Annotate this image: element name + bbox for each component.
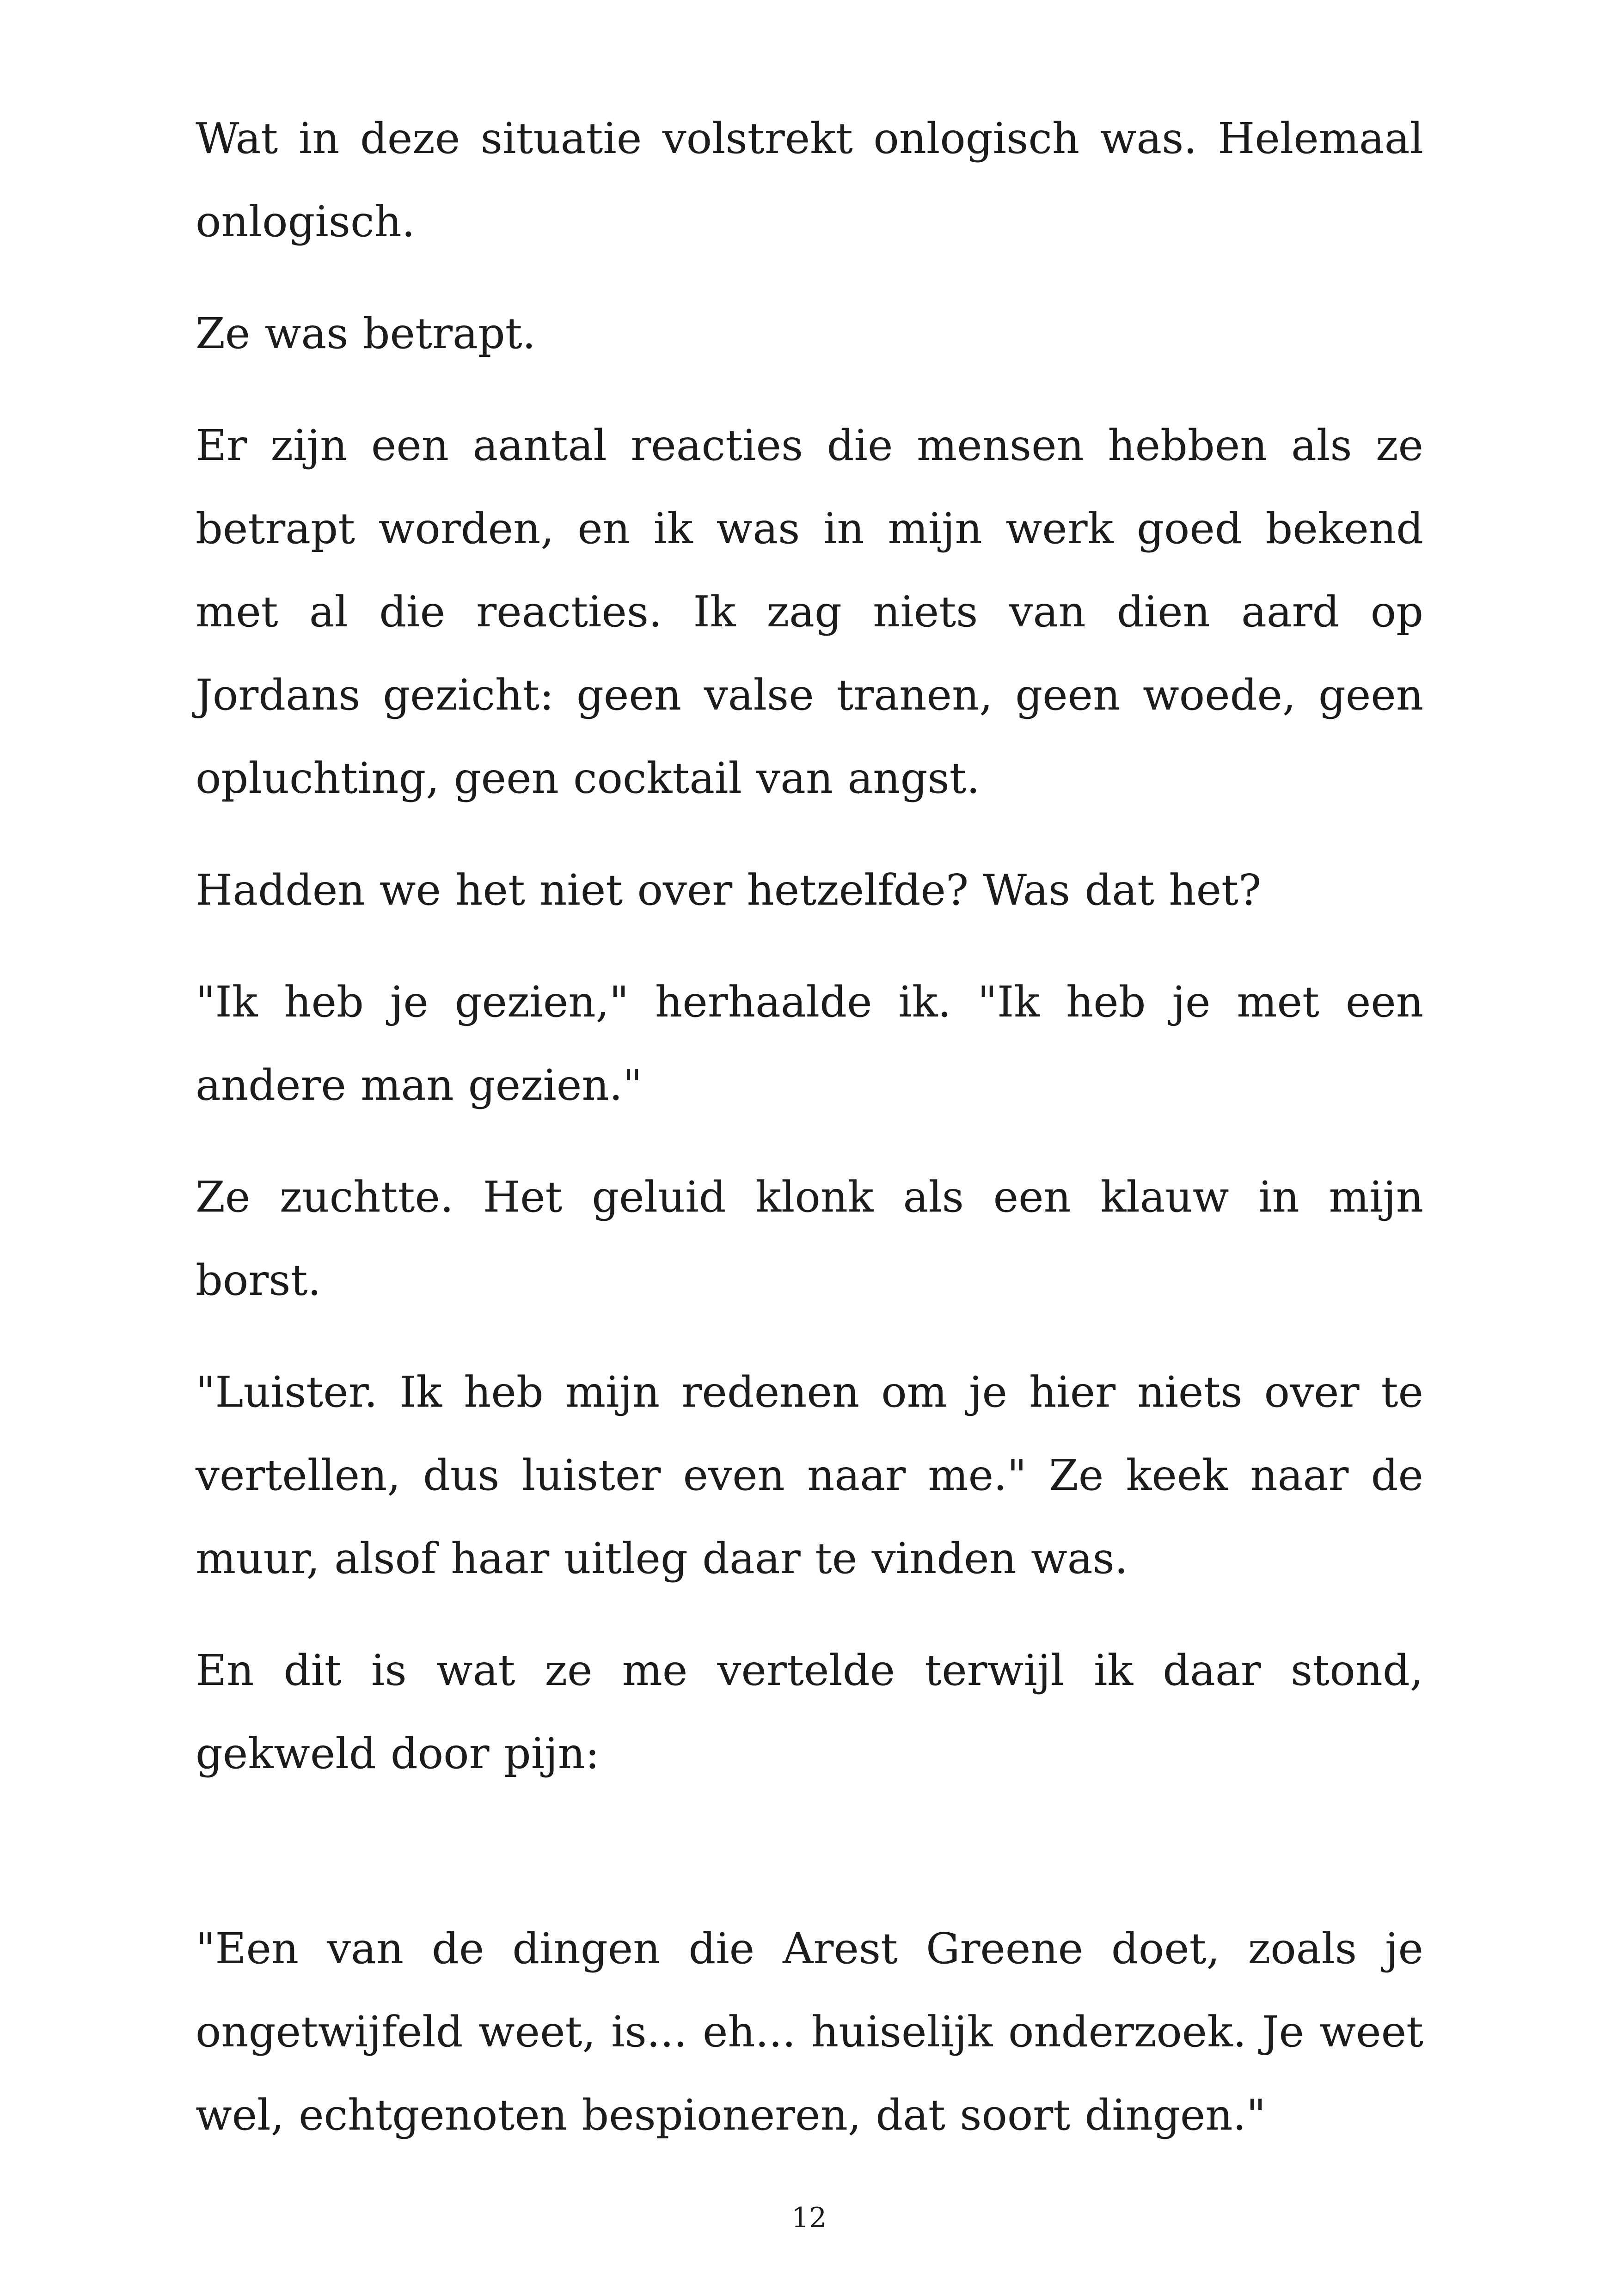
paragraph: Er zijn een aantal reacties die mensen hebben als ze betrapt worden, en ik was in mijn werk goed bekend met al die reacties. Ik zag niets van dien aard op Jordans gezicht: geen valse tranen, geen woede, geen opluchting, geen cocktail van angst.: [196, 421, 1423, 803]
paragraph: En dit is wat ze me vertelde terwijl ik daar stond, gekweld door pijn:: [196, 1646, 1423, 1778]
paragraph: Ze zuchtte. Het geluid klonk als een klauw in mijn borst.: [196, 1172, 1423, 1305]
paragraph: Hadden we het niet over hetzelfde? Was dat het?: [196, 865, 1262, 915]
paragraph: Wat in deze situatie volstrekt onlogisch was. Helemaal onlogisch.: [196, 114, 1423, 246]
paragraph: Ze was betrapt.: [196, 309, 536, 358]
paragraph: "Luister. Ik heb mijn redenen om je hier niets over te vertellen, dus luister even naar me." Ze keek naar de muur, alsof haar uitleg daar te vinden was.: [196, 1367, 1423, 1583]
paragraph: "Ik heb je gezien," herhaalde ik. "Ik heb je met een andere man gezien.": [196, 977, 1423, 1110]
paragraph: "Een van de dingen die Arest Greene doet, zoals je ongetwijfeld weet, is... eh... huiselijk onderzoek. Je weet wel, echtgenoten bespioneren, dat soort dingen.": [196, 1924, 1423, 2140]
page-number: 12: [791, 2202, 827, 2234]
body-text: [196, 97, 1423, 2186]
